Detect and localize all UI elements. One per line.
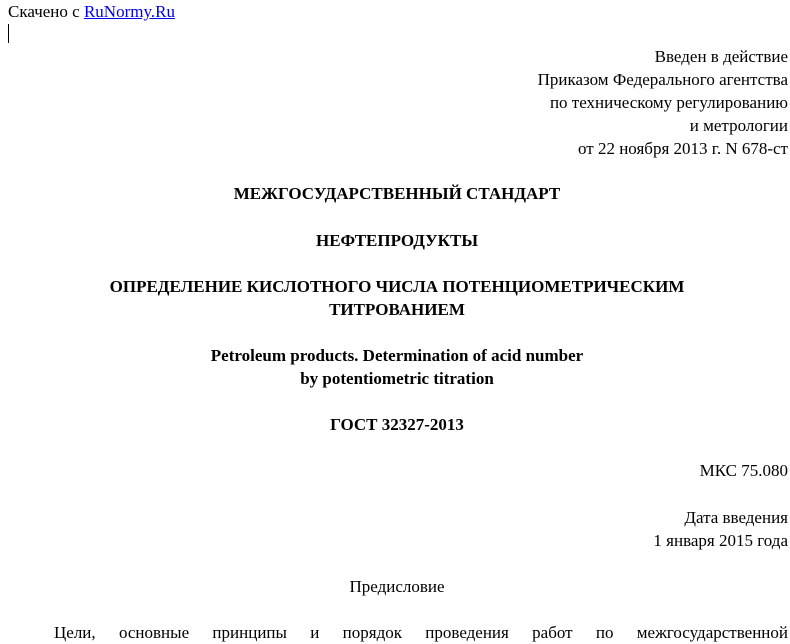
text-cursor [8, 24, 9, 43]
product-heading: НЕФТЕПРОДУКТЫ [315, 231, 479, 250]
foreword-heading: Предисловие [349, 577, 445, 596]
standard-title-line: ТИТРОВАНИЕМ [329, 300, 465, 319]
source-link[interactable]: RuNormy.Ru [83, 2, 175, 21]
enactment-line: Введен в действие [654, 47, 788, 66]
mks-code: МКС 75.080 [699, 461, 788, 480]
standard-title-english [0, 344, 790, 390]
enactment-line: Приказом Федерального агентства [537, 70, 788, 89]
foreword-paragraph: Цели, основные принципы и порядок проведения работ по межгосударственной [54, 623, 788, 642]
gost-number: ГОСТ 32327-2013 [330, 415, 464, 434]
standard-type: МЕЖГОСУДАРСТВЕННЫЙ СТАНДАРТ [233, 184, 561, 203]
enactment-line: и метрологии [689, 116, 788, 135]
standard-title-english-line: Petroleum products. Determination of acid number [210, 346, 584, 365]
standard-title-line: ОПРЕДЕЛЕНИЕ КИСЛОТНОГО ЧИСЛА ПОТЕНЦИОМЕТРИЧЕСКИМ [109, 277, 685, 296]
source-prefix: Скачено с [8, 2, 80, 21]
standard-title [0, 275, 790, 321]
enactment-line: от 22 ноября 2013 г. N 678-ст [578, 139, 788, 158]
enactment-line: по техническому регулированию [549, 93, 788, 112]
introduction-date-label: Дата введения [684, 508, 788, 527]
source-line [8, 0, 175, 23]
standard-title-english-line: by potentiometric titration [300, 369, 494, 388]
enactment-block [538, 45, 788, 160]
introduction-date-value: 1 января 2015 года [653, 531, 788, 550]
